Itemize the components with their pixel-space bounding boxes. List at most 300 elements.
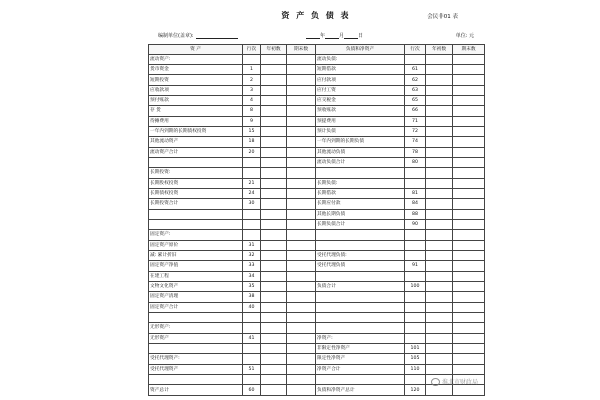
left-item-cell: 一年内到期的长期债权投资 <box>149 126 243 136</box>
table-row <box>149 96 485 106</box>
right-line-cell <box>405 54 426 64</box>
table-row <box>149 292 485 302</box>
left-item-cell: 长期股权投资 <box>149 178 243 188</box>
right-line-cell <box>405 312 426 322</box>
table-row <box>149 65 485 75</box>
left-end-cell <box>287 302 316 312</box>
left-item-cell <box>149 209 243 219</box>
left-end-cell <box>287 364 316 374</box>
left-end-cell <box>287 323 316 333</box>
left-end-cell <box>287 230 316 240</box>
left-end-cell <box>287 240 316 250</box>
right-begin-cell <box>426 385 453 396</box>
left-begin-cell <box>261 96 287 106</box>
balance-table <box>148 44 485 396</box>
right-item-cell <box>316 292 405 302</box>
right-item-cell: 负债和净资产总计 <box>316 385 405 396</box>
left-begin-cell <box>261 54 287 64</box>
left-begin-cell <box>261 323 287 333</box>
left-begin-cell <box>261 209 287 219</box>
right-begin-cell <box>426 168 453 178</box>
table-row <box>149 137 485 147</box>
left-item-cell: 固定资产合计 <box>149 302 243 312</box>
right-line-cell: 88 <box>405 209 426 219</box>
right-begin-cell <box>426 323 453 333</box>
col-left-end: 期末数 <box>287 45 316 55</box>
right-begin-cell <box>426 126 453 136</box>
table-row <box>149 271 485 281</box>
left-line-cell: 20 <box>243 147 261 157</box>
right-end-cell <box>453 271 485 281</box>
table-row <box>149 323 485 333</box>
right-line-cell <box>405 292 426 302</box>
right-end-cell <box>453 250 485 260</box>
right-item-cell <box>316 312 405 322</box>
right-end-cell <box>453 354 485 364</box>
left-begin-cell <box>261 188 287 198</box>
right-end-cell <box>453 178 485 188</box>
left-line-cell: 51 <box>243 364 261 374</box>
right-item-cell: 净资产: <box>316 333 405 343</box>
left-end-cell <box>287 199 316 209</box>
right-line-cell: 101 <box>405 343 426 353</box>
col-right-begin: 年初数 <box>426 45 453 55</box>
right-item-cell <box>316 302 405 312</box>
right-begin-cell <box>426 178 453 188</box>
table-row <box>149 168 485 178</box>
right-line-cell: 80 <box>405 157 426 167</box>
left-begin-cell <box>261 261 287 271</box>
left-begin-cell <box>261 85 287 95</box>
left-end-cell <box>287 271 316 281</box>
left-begin-cell <box>261 333 287 343</box>
table-row <box>149 333 485 343</box>
left-item-cell: 文物文化资产 <box>149 281 243 291</box>
right-begin-cell <box>426 106 453 116</box>
right-begin-cell <box>426 271 453 281</box>
left-item-cell <box>149 343 243 353</box>
left-end-cell <box>287 354 316 364</box>
left-item-cell: 货币资金 <box>149 65 243 75</box>
left-line-cell: 60 <box>243 385 261 396</box>
right-line-cell <box>405 230 426 240</box>
right-item-cell: 应付款项 <box>316 75 405 85</box>
right-item-cell: 其他流动负债 <box>316 147 405 157</box>
right-begin-cell <box>426 333 453 343</box>
left-end-cell <box>287 209 316 219</box>
left-begin-cell <box>261 116 287 126</box>
left-end-cell <box>287 147 316 157</box>
left-begin-cell <box>261 199 287 209</box>
right-begin-cell <box>426 199 453 209</box>
right-line-cell <box>405 240 426 250</box>
left-item-cell <box>149 219 243 229</box>
right-item-cell <box>316 374 405 384</box>
right-end-cell <box>453 188 485 198</box>
left-end-cell <box>287 292 316 302</box>
left-end-cell <box>287 385 316 396</box>
right-begin-cell <box>426 209 453 219</box>
left-begin-cell <box>261 106 287 116</box>
left-item-cell: 长期投资: <box>149 168 243 178</box>
left-item-cell: 待摊费用 <box>149 116 243 126</box>
right-end-cell <box>453 302 485 312</box>
left-item-cell: 无形资产: <box>149 323 243 333</box>
right-end-cell <box>453 333 485 343</box>
right-end-cell <box>453 323 485 333</box>
table-row <box>149 157 485 167</box>
right-line-cell <box>405 323 426 333</box>
right-end-cell <box>453 199 485 209</box>
right-begin-cell <box>426 364 453 374</box>
day-blank <box>344 33 358 39</box>
left-end-cell <box>287 188 316 198</box>
right-end-cell <box>453 75 485 85</box>
left-end-cell <box>287 106 316 116</box>
right-begin-cell <box>426 65 453 75</box>
right-end-cell <box>453 240 485 250</box>
right-begin-cell <box>426 188 453 198</box>
left-end-cell <box>287 250 316 260</box>
left-line-cell: 32 <box>243 250 261 260</box>
right-begin-cell <box>426 261 453 271</box>
left-end-cell <box>287 333 316 343</box>
month-blank <box>325 33 339 39</box>
right-item-cell: 受托代理负债: <box>316 250 405 260</box>
left-line-cell <box>243 168 261 178</box>
right-line-cell: 91 <box>405 261 426 271</box>
table-row <box>149 178 485 188</box>
left-item-cell: 减: 累计折旧 <box>149 250 243 260</box>
left-begin-cell <box>261 312 287 322</box>
left-line-cell: 8 <box>243 106 261 116</box>
left-begin-cell <box>261 178 287 188</box>
left-item-cell <box>149 312 243 322</box>
left-line-cell: 9 <box>243 116 261 126</box>
right-end-cell <box>453 147 485 157</box>
table-row <box>149 126 485 136</box>
left-end-cell <box>287 65 316 75</box>
money-unit: 单位: 元 <box>455 33 474 39</box>
info-line <box>148 32 484 40</box>
table-row <box>149 261 485 271</box>
right-end-cell <box>453 261 485 271</box>
right-begin-cell <box>426 240 453 250</box>
table-row <box>149 281 485 291</box>
watermark <box>431 377 478 386</box>
right-line-cell <box>405 250 426 260</box>
left-line-cell: 4 <box>243 96 261 106</box>
left-item-cell: 固定资产原价 <box>149 240 243 250</box>
left-line-cell <box>243 374 261 384</box>
table-row <box>149 209 485 219</box>
right-item-cell: 短期借款 <box>316 65 405 75</box>
left-begin-cell <box>261 65 287 75</box>
right-item-cell: 长期应付款 <box>316 199 405 209</box>
right-line-cell: 120 <box>405 385 426 396</box>
right-line-cell: 61 <box>405 65 426 75</box>
right-line-cell: 110 <box>405 364 426 374</box>
right-item-cell: 长期负债合计 <box>316 219 405 229</box>
form-number: 会民非01 表 <box>427 14 458 20</box>
table-row <box>149 354 485 364</box>
right-line-cell: 74 <box>405 137 426 147</box>
right-line-cell: 63 <box>405 85 426 95</box>
right-begin-cell <box>426 116 453 126</box>
year-blank <box>306 33 320 39</box>
left-begin-cell <box>261 219 287 229</box>
left-item-cell: 存 货 <box>149 106 243 116</box>
left-item-cell: 长期投资合计 <box>149 199 243 209</box>
table-row <box>149 106 485 116</box>
left-item-cell: 无形资产 <box>149 333 243 343</box>
left-line-cell <box>243 54 261 64</box>
right-end-cell <box>453 219 485 229</box>
date-field <box>306 32 363 39</box>
left-line-cell <box>243 157 261 167</box>
table-row <box>149 147 485 157</box>
left-end-cell <box>287 178 316 188</box>
right-begin-cell <box>426 354 453 364</box>
left-end-cell <box>287 137 316 147</box>
right-begin-cell <box>426 292 453 302</box>
right-begin-cell <box>426 157 453 167</box>
left-begin-cell <box>261 343 287 353</box>
right-begin-cell <box>426 54 453 64</box>
left-line-cell: 30 <box>243 199 261 209</box>
right-end-cell <box>453 209 485 219</box>
left-end-cell <box>287 281 316 291</box>
left-end-cell <box>287 116 316 126</box>
right-line-cell <box>405 271 426 281</box>
right-end-cell <box>453 168 485 178</box>
left-item-cell: 其他流动资产 <box>149 137 243 147</box>
right-begin-cell <box>426 85 453 95</box>
left-line-cell: 34 <box>243 271 261 281</box>
left-begin-cell <box>261 281 287 291</box>
table-row <box>149 250 485 260</box>
right-item-cell: 受托代理负债 <box>316 261 405 271</box>
left-line-cell <box>243 354 261 364</box>
left-end-cell <box>287 312 316 322</box>
right-end-cell <box>453 96 485 106</box>
left-line-cell <box>243 312 261 322</box>
left-item-cell: 长期债权投资 <box>149 188 243 198</box>
left-begin-cell <box>261 354 287 364</box>
left-item-cell: 受托代理资产 <box>149 364 243 374</box>
left-item-cell: 流动资产: <box>149 54 243 64</box>
left-begin-cell <box>261 250 287 260</box>
table-row <box>149 230 485 240</box>
left-end-cell <box>287 261 316 271</box>
right-line-cell <box>405 178 426 188</box>
table-row <box>149 312 485 322</box>
left-item-cell: 受托代理资产: <box>149 354 243 364</box>
right-begin-cell <box>426 147 453 157</box>
balance-sheet-document <box>148 6 484 398</box>
right-item-cell: 应付工资 <box>316 85 405 95</box>
left-end-cell <box>287 75 316 85</box>
right-item-cell <box>316 230 405 240</box>
left-item-cell: 短期投资 <box>149 75 243 85</box>
left-item-cell <box>149 374 243 384</box>
left-line-cell: 18 <box>243 137 261 147</box>
right-line-cell: 62 <box>405 75 426 85</box>
right-item-cell: 负债合计 <box>316 281 405 291</box>
right-line-cell: 90 <box>405 219 426 229</box>
left-begin-cell <box>261 126 287 136</box>
table-header-row <box>149 45 485 55</box>
table-row <box>149 54 485 64</box>
table-row <box>149 188 485 198</box>
right-line-cell <box>405 302 426 312</box>
left-item-cell: 固定资产清理 <box>149 292 243 302</box>
col-left-begin: 年初数 <box>261 45 287 55</box>
left-line-cell: 35 <box>243 281 261 291</box>
left-item-cell <box>149 157 243 167</box>
left-line-cell <box>243 209 261 219</box>
right-item-cell: 预计负债 <box>316 126 405 136</box>
right-line-cell <box>405 374 426 384</box>
watermark-text: 淮北市财政局 <box>441 379 478 386</box>
table-row <box>149 364 485 374</box>
right-begin-cell <box>426 75 453 85</box>
col-left-item: 资 产 <box>149 45 243 55</box>
left-line-cell <box>243 230 261 240</box>
left-begin-cell <box>261 147 287 157</box>
right-line-cell: 72 <box>405 126 426 136</box>
table-row <box>149 75 485 85</box>
right-item-cell: 一年内到期的长期负债 <box>316 137 405 147</box>
right-item-cell: 非限定性净资产 <box>316 343 405 353</box>
left-begin-cell <box>261 271 287 281</box>
left-line-cell: 24 <box>243 188 261 198</box>
right-end-cell <box>453 106 485 116</box>
right-begin-cell <box>426 250 453 260</box>
right-begin-cell <box>426 137 453 147</box>
right-end-cell <box>453 343 485 353</box>
left-line-cell: 1 <box>243 65 261 75</box>
left-begin-cell <box>261 75 287 85</box>
left-line-cell: 40 <box>243 302 261 312</box>
col-right-line: 行次 <box>405 45 426 55</box>
left-item-cell: 预付账款 <box>149 96 243 106</box>
day-label: 日 <box>358 33 364 39</box>
right-end-cell <box>453 230 485 240</box>
left-end-cell <box>287 343 316 353</box>
right-line-cell: 71 <box>405 116 426 126</box>
month-label: 月 <box>339 33 345 39</box>
right-item-cell: 流动负债合计 <box>316 157 405 167</box>
left-begin-cell <box>261 302 287 312</box>
left-end-cell <box>287 126 316 136</box>
right-begin-cell <box>426 281 453 291</box>
left-end-cell <box>287 54 316 64</box>
right-end-cell <box>453 312 485 322</box>
table-row <box>149 219 485 229</box>
right-line-cell: 81 <box>405 188 426 198</box>
col-right-item: 负债和净资产 <box>316 45 405 55</box>
right-item-cell: 长期借款 <box>316 188 405 198</box>
right-line-cell: 65 <box>405 96 426 106</box>
right-begin-cell <box>426 302 453 312</box>
right-line-cell: 105 <box>405 354 426 364</box>
right-end-cell <box>453 137 485 147</box>
right-line-cell <box>405 333 426 343</box>
right-item-cell: 限定性净资产 <box>316 354 405 364</box>
left-item-cell: 在建工程 <box>149 271 243 281</box>
left-item-cell: 流动资产合计 <box>149 147 243 157</box>
left-line-cell <box>243 323 261 333</box>
document-title: 资 产 负 债 表 <box>281 11 351 20</box>
table-row <box>149 85 485 95</box>
left-begin-cell <box>261 240 287 250</box>
left-begin-cell <box>261 364 287 374</box>
unit-field <box>158 32 238 39</box>
left-end-cell <box>287 168 316 178</box>
right-begin-cell <box>426 343 453 353</box>
right-line-cell <box>405 168 426 178</box>
right-end-cell <box>453 54 485 64</box>
left-line-cell: 21 <box>243 178 261 188</box>
right-line-cell: 100 <box>405 281 426 291</box>
right-end-cell <box>453 364 485 374</box>
unit-label: 编制单位(盖章): <box>158 33 194 39</box>
table-row <box>149 199 485 209</box>
table-row <box>149 385 485 396</box>
year-label: 年 <box>320 33 326 39</box>
left-item-cell: 固定资产: <box>149 230 243 240</box>
left-end-cell <box>287 219 316 229</box>
table-body <box>149 54 485 395</box>
right-begin-cell <box>426 96 453 106</box>
left-begin-cell <box>261 157 287 167</box>
right-end-cell <box>453 116 485 126</box>
left-line-cell <box>243 219 261 229</box>
right-begin-cell <box>426 312 453 322</box>
right-item-cell: 流动负债: <box>316 54 405 64</box>
left-begin-cell <box>261 385 287 396</box>
left-line-cell <box>243 343 261 353</box>
left-line-cell: 2 <box>243 75 261 85</box>
left-item-cell: 固定资产净值 <box>149 261 243 271</box>
right-end-cell <box>453 65 485 75</box>
wechat-icon <box>431 378 440 386</box>
right-item-cell <box>316 271 405 281</box>
right-item-cell: 预提费用 <box>316 116 405 126</box>
table-row <box>149 343 485 353</box>
left-line-cell: 33 <box>243 261 261 271</box>
right-item-cell: 应交税金 <box>316 96 405 106</box>
right-line-cell: 84 <box>405 199 426 209</box>
right-item-cell: 净资产合计 <box>316 364 405 374</box>
left-end-cell <box>287 96 316 106</box>
right-begin-cell <box>426 230 453 240</box>
unit-blank <box>196 33 238 39</box>
right-end-cell <box>453 126 485 136</box>
right-line-cell: 78 <box>405 147 426 157</box>
left-line-cell: 38 <box>243 292 261 302</box>
right-item-cell: 长期负债: <box>316 178 405 188</box>
right-end-cell <box>453 385 485 396</box>
right-end-cell <box>453 292 485 302</box>
right-line-cell: 66 <box>405 106 426 116</box>
table-row <box>149 240 485 250</box>
right-end-cell <box>453 157 485 167</box>
col-right-end: 期末数 <box>453 45 485 55</box>
right-item-cell <box>316 240 405 250</box>
left-begin-cell <box>261 292 287 302</box>
